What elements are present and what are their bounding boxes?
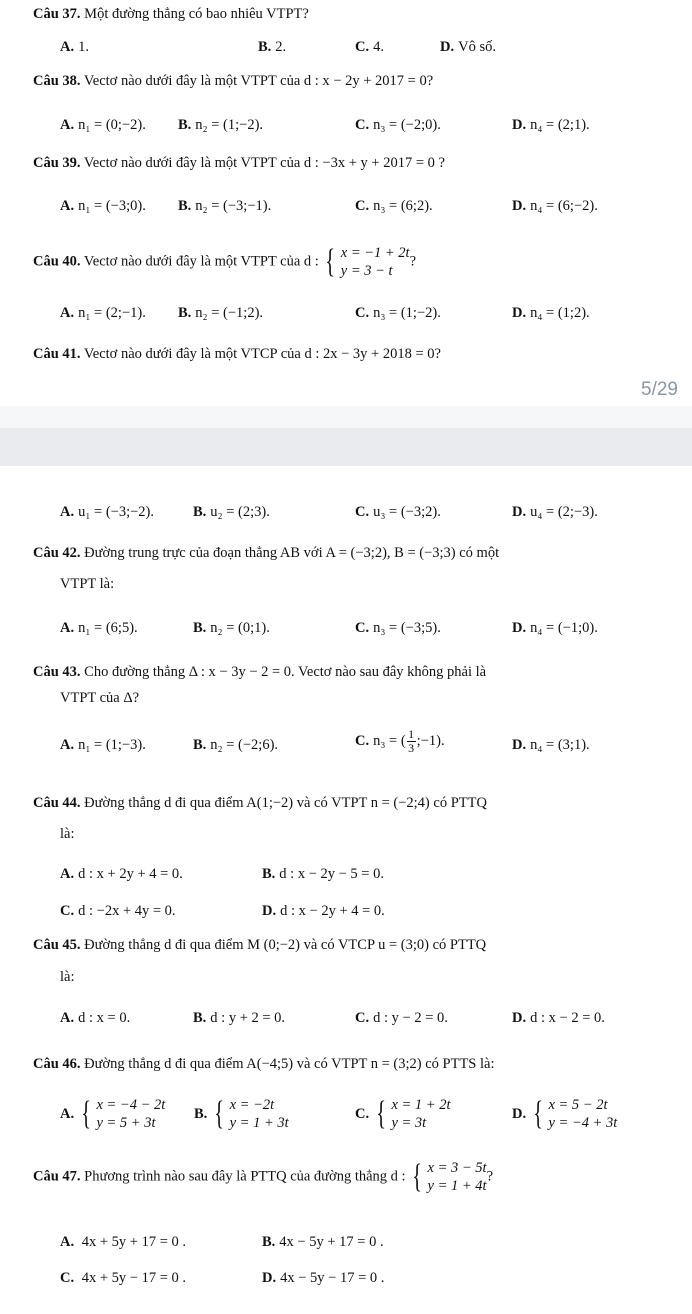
question-47: Câu 47. Phương trình nào sau đây là PTTQ của đường thẳng d : { x = 3 − 5t y = 1 + 4t ? xyxy=(33,1158,494,1195)
q42-option-b: B. n₂ = (0;1). xyxy=(193,620,270,636)
page-separator xyxy=(0,379,692,466)
q45-option-a: A. d : x = 0. xyxy=(60,1010,131,1026)
q46-option-a: A. { x = −4 − 2t y = 5 + 3t xyxy=(60,1095,166,1132)
q38-option-d: D. n₄ = (2;1). xyxy=(512,117,590,133)
q41-option-b: B. u₂ = (2;3). xyxy=(193,504,270,520)
question-42: Câu 42. Đường trung trực của đoạn thẳng AB với A = (−3;2), B = (−3;3) có một xyxy=(33,545,500,561)
q42-option-a: A. n₁ = (6;5). xyxy=(60,620,138,636)
q42-option-d: D. n₄ = (−1;0). xyxy=(512,620,598,636)
q46-option-d: D. { x = 5 − 2t y = −4 + 3t xyxy=(512,1095,618,1132)
q44-option-c: C. d : −2x + 4y = 0. xyxy=(60,903,176,919)
q41-option-d: D. u₄ = (2;−3). xyxy=(512,504,598,520)
q47-system: { x = 3 − 5t y = 1 + 4t xyxy=(412,1158,487,1195)
q45-option-c: C. d : y − 2 = 0. xyxy=(355,1010,448,1026)
q43-option-b: B. n₂ = (−2;6). xyxy=(193,737,279,753)
q44-option-b: B. d : x − 2y − 5 = 0. xyxy=(262,866,384,882)
question-44-cont: là: xyxy=(60,826,75,842)
question-39: Câu 39. Vectơ nào dưới đây là một VTPT của d : −3x + y + 2017 = 0 ? xyxy=(33,155,445,171)
q43-option-d: D. n₄ = (3;1). xyxy=(512,737,590,753)
question-38: Câu 38. Vectơ nào dưới đây là một VTPT của d : x − 2y + 2017 = 0? xyxy=(33,73,434,89)
q37-option-b: B. 2. xyxy=(258,39,287,55)
question-37: Câu 37. Một đường thẳng có bao nhiêu VTPT? xyxy=(33,6,309,22)
q39-option-d: D. n₄ = (6;−2). xyxy=(512,198,598,214)
question-43: Câu 43. Cho đường thẳng Δ : x − 3y − 2 = 0. Vectơ nào sau đây không phải là xyxy=(33,664,487,680)
q39-option-b: B. n₂ = (−3;−1). xyxy=(178,198,272,214)
q38-option-a: A. n₁ = (0;−2). xyxy=(60,117,146,133)
q47-option-d: D. 4x − 5y − 17 = 0 . xyxy=(262,1270,385,1286)
q45-option-d: D. d : x − 2 = 0. xyxy=(512,1010,605,1026)
question-45: Câu 45. Đường thẳng d đi qua điểm M (0;−2) và có VTCP u = (3;0) có PTTQ xyxy=(33,937,487,953)
q44-option-d: D. d : x − 2y + 4 = 0. xyxy=(262,903,385,919)
q41-option-c: C. u₃ = (−3;2). xyxy=(355,504,441,520)
q40-option-a: A. n₁ = (2;−1). xyxy=(60,305,146,321)
fraction-one-third: $\frac{1}{3}$ xyxy=(408,727,415,755)
q40-option-b: B. n₂ = (−1;2). xyxy=(178,305,264,321)
question-41: Câu 41. Vectơ nào dưới đây là một VTCP của d : 2x − 3y + 2018 = 0? xyxy=(33,346,441,362)
q40-option-d: D. n₄ = (1;2). xyxy=(512,305,590,321)
question-46: Câu 46. Đường thẳng d đi qua điểm A(−4;5) và có VTPT n = (3;2) có PTTS là: xyxy=(33,1056,495,1072)
q39-option-a: A. n₁ = (−3;0). xyxy=(60,198,146,214)
q37-option-c: C. 4. xyxy=(355,39,384,55)
question-43-cont: VTPT của Δ? xyxy=(60,690,140,706)
q44-option-a: A. d : x + 2y + 4 = 0. xyxy=(60,866,183,882)
q37-option-d: D. Vô số. xyxy=(440,39,496,55)
question-44: Câu 44. Đường thẳng d đi qua điểm A(1;−2) và có VTPT n = (−2;4) có PTTQ xyxy=(33,795,487,811)
q40-option-c: C. n₃ = (1;−2). xyxy=(355,305,441,321)
q39-option-c: C. n₃ = (6;2). xyxy=(355,198,433,214)
q46-option-b: B. { x = −2t y = 1 + 3t xyxy=(194,1095,289,1132)
q43-option-c: C. n₃ = ( $\frac{1}{3}$ ;−1). xyxy=(355,727,445,755)
q43-option-a: A. n₁ = (1;−3). xyxy=(60,737,146,753)
q38-option-b: B. n₂ = (1;−2). xyxy=(178,117,264,133)
q41-option-a: A. u₁ = (−3;−2). xyxy=(60,504,155,520)
q45-option-b: B. d : y + 2 = 0. xyxy=(193,1010,286,1026)
question-42-cont: VTPT là: xyxy=(60,576,115,592)
q46-option-c: C. { x = 1 + 2t y = 3t xyxy=(355,1095,451,1132)
page-number: 5/29 xyxy=(641,379,678,400)
q37-option-a: A. 1. xyxy=(60,39,89,55)
q38-option-c: C. n₃ = (−2;0). xyxy=(355,117,441,133)
q40-system: { x = −1 + 2t y = 3 − t xyxy=(325,243,410,280)
q47-option-b: B. 4x − 5y + 17 = 0 . xyxy=(262,1234,384,1250)
q42-option-c: C. n₃ = (−3;5). xyxy=(355,620,441,636)
question-45-cont: là: xyxy=(60,969,75,985)
q47-option-a: A. 4x + 5y + 17 = 0 . xyxy=(60,1234,187,1250)
q47-option-c: C. 4x + 5y − 17 = 0 . xyxy=(60,1270,187,1286)
question-40: Câu 40. Vectơ nào dưới đây là một VTPT của d : { x = −1 + 2t y = 3 − t ? xyxy=(33,243,417,280)
